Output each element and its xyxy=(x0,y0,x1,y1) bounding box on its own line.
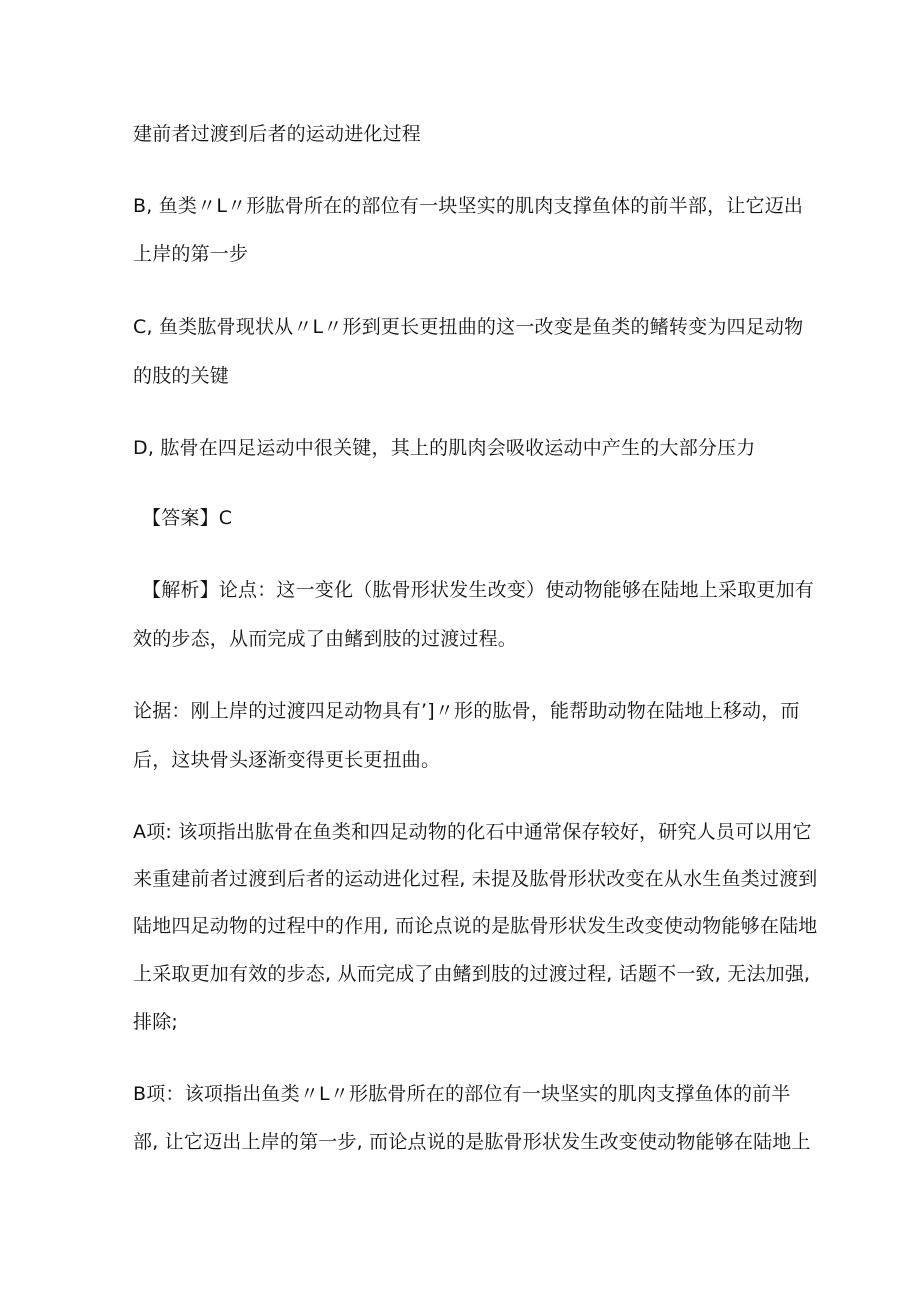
text-line: 建前者过渡到后者的运动进化过程 xyxy=(133,123,422,145)
item-a-line-5: 排除; xyxy=(133,1011,179,1033)
item-a-line-1: A项: 该项指出肱骨在鱼类和四足动物的化石中通常保存较好，研究人员可以用它 xyxy=(133,821,812,843)
answer-line: 【答案】C xyxy=(142,507,233,529)
item-a-line-4: 上采取更加有效的步态, 从而完成了由鳍到肢的过渡过程, 话题不一致, 无法加强, xyxy=(133,963,811,985)
option-d-line: D, 肱骨在四足运动中很关键，其上的肌肉会吸收运动中产生的大部分压力 xyxy=(133,437,756,459)
item-a-line-2: 来重建前者过渡到后者的运动进化过程, 未提及肱骨形状改变在从水生鱼类过渡到 xyxy=(133,868,818,890)
evidence-line-1: 论据：刚上岸的过渡四足动物具有’]〃形的肱骨，能帮助动物在陆地上移动，而 xyxy=(133,700,800,722)
option-b-line-2: 上岸的第一步 xyxy=(133,243,249,265)
analysis-line-1: 【解析】论点：这一变化（肱骨形状发生改变）使动物能够在陆地上采取更加有 xyxy=(142,579,815,601)
option-c-line-1: C, 鱼类肱骨现状从〃L〃形到更长更扭曲的这一改变是鱼类的鳍转变为四足动物 xyxy=(133,316,804,338)
evidence-line-2: 后，这块骨头逐渐变得更长更扭曲。 xyxy=(133,749,441,771)
option-b-line-1: B, 鱼类〃L〃形肱骨所在的部位有一块坚实的肌肉支撑鱼体的前半部，让它迈出 xyxy=(133,195,804,217)
item-a-line-3: 陆地四足动物的过程中的作用, 而论点说的是肱骨形状发生改变使动物能够在陆地 xyxy=(133,915,818,937)
item-b-line-1: B项：该项指出鱼类〃L〃形肱骨所在的部位有一块坚实的肌肉支撑鱼体的前半 xyxy=(133,1083,791,1105)
option-c-line-2: 的肢的关键 xyxy=(133,365,230,387)
item-b-line-2: 部, 让它迈出上岸的第一步, 而论点说的是肱骨形状发生改变使动物能够在陆地上 xyxy=(133,1131,811,1153)
analysis-line-2: 效的步态，从而完成了由鳍到肢的过渡过程。 xyxy=(133,628,518,650)
